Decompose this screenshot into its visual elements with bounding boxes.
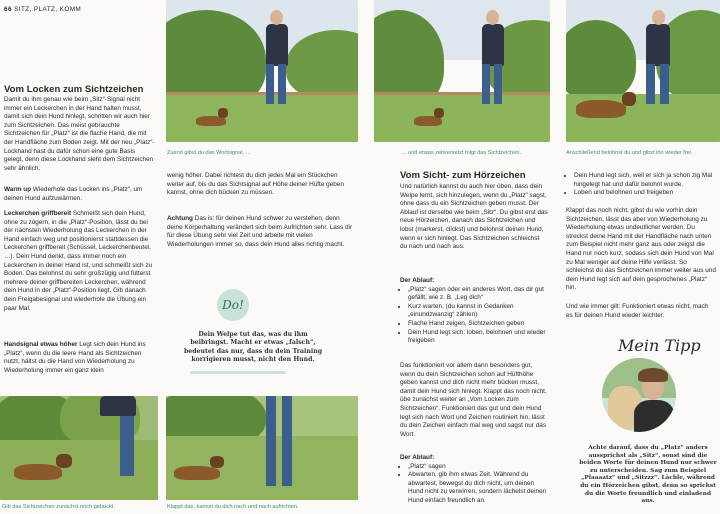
chapter-title: SITZ, PLATZ, KOMM: [14, 6, 82, 13]
ablauf-1: [400, 277, 548, 346]
list-item: • Abwarten, gib ihm etwas Zeit. Während du abwartest, bewegst du dich nicht, um deinen Hund nicht zu verwirren, sondern lächelst deinen Hund einfach freundlich an.: [408, 471, 548, 505]
tipp-portrait: [602, 358, 676, 432]
photo-bottom-2: [166, 396, 358, 500]
caption-top-3: … und etwas zeitversetzt folgt das Sichtzeichen.: [401, 150, 522, 156]
ablauf-1-list: [400, 286, 548, 346]
list-item: • Dein Hund legt sich, weil er sich ja schon zig Mal hingelegt hat und dafür belohnt wurde.: [574, 172, 720, 189]
ablauf-2: [400, 454, 548, 506]
ablauf-2-label: Der Ablauf:: [400, 454, 435, 461]
list-item: • Loben und belohnen und freigeben: [574, 189, 720, 198]
tipp-title: Mein Tipp: [618, 336, 701, 355]
col1-intro: Damit du ihm genau wie beim „Sitz“-Signal nicht immer ein Leckerchen in der Hand halten musst, damit sich dein Hund hinlegt, schritten wir auch hier zum Sichtzeichen. Das meist gebrauchte Sichtzeichen für „Platz“ ist die flache Hand, die mit der Handfläche zum Boden zeigt. Mit der neu „Platz“-Lockhand hast du dafür schon eine gute Basis gelegt, denn diese Lockhand sieht dem Sichtzeichen sehr ähnlich.: [4, 96, 155, 172]
warmup-text: Wiederhole das Locken ins „Platz“, um deinen Hund aufzuwärmen.: [4, 186, 143, 202]
hand-text: Legt sich dein Hund ins „Platz“, wenn du die leere Hand als Sichtzeichen nutzt, hältst du die Hand von Wiederholung zu Wiederholung immer ein ganz klein: [4, 341, 146, 374]
col3-mid: Das funktioniert vor allem dann besonders gut, wenn du dein Sichtzeichen schon auf Hüfthöhe geben kannst und dich nicht mehr bücken musst, damit dein Hund sich hinlegt. Klappt das noch nicht, übe zunächst weiter an „Vom Locken zum Sichtzeichen“. Funktioniert das gut und dein Hund legt sich nach Wort und Zeichen routiniert hin, lässt du dein Zeichen einfach mal weg und sagst nur das Wort.: [400, 362, 547, 438]
ablauf-2-list: [400, 463, 548, 506]
col2-achtung: [167, 215, 355, 249]
list-item: • Dein Hund legt sich: loben, belohnen und wieder freigeben: [408, 329, 548, 346]
achtung-label: Achtung: [167, 215, 193, 222]
list-item: • Flache Hand zeigen, Sichtzeichen geben: [408, 320, 548, 329]
tipp-text: Achte darauf, dass du „Platz“ anders aussprichst als „Sitz“, sonst sind die beiden Worte für deinen Hund nur schwer zu unterscheiden. Sag zum Beispiel „Plaaaatz“ und „Sitzzz“. Lächle, während du ein Hörzeichen gibst, denn so sprichst du die Worte freundlich und einladend aus.: [579, 445, 717, 505]
do-badge: Do!: [217, 289, 249, 321]
heading-locken: Vom Locken zum Sichtzeichen: [4, 84, 144, 95]
lecker-label: Leckerchen griffbereit: [4, 210, 72, 217]
heading-hoerzeichen: Vom Sicht- zum Hörzeichen: [400, 170, 526, 181]
col4-bullets: [566, 172, 720, 198]
page-number: 66: [4, 6, 12, 13]
do-note: Dein Welpe tut das, was du ihm beibringst. Macht er etwas „falsch“, bedeutet das nur, dass du dein Training korrigieren musst, nicht den Hund.: [183, 331, 323, 364]
achtung-text: Das is: für deinen Hund schwer zu verstehen, denn deine Körperhaltung verändert sich beim Aufrichten sehr. Lass dir für diese Übung sehr viel Zeit und arbeite mit vielen Wiederholungen immer so, dass dein Hund alles richtig macht.: [167, 215, 353, 248]
page-header: [4, 6, 81, 13]
col1-hand: [4, 341, 156, 375]
col1-lecker: [4, 210, 156, 313]
hand-label: Handsignal etwas höher: [4, 341, 78, 348]
lecker-text: Schmeißt sich dein Hund, ohne zu zögern, in die „Platz“-Position, lässt du bei der nächsten Wiederholung das Leckerchen in der Hand einfach weg und positionierst stattdessen die Leckerchen griffbereit (Schüssel, Leckerchenbeutel, …). Dein Hund denkt, dass immer noch ein Leckerchen in deiner Hand ist, und schmeißt sich zu Boden. Das belohnst du sehr großzügig und fütterst mehrere deiner griffbereiten Leckerchen, während dein Hund in der „Platz“-Position liegt. Gib danach dein Freigabesignal und wiederhole die Übung ein paar Mal.: [4, 210, 153, 312]
list-item: • Kurz warten, (du kannst in Gedanken „einundzwanzig“ zählen): [408, 303, 548, 320]
col4-text2: Und wie immer gilt: Funktioniert etwas nicht, mach es für deinen Hund wieder leichter.: [566, 303, 709, 319]
photo-top-2: [166, 0, 358, 142]
col4-text: Klappt das noch nicht, gibst du wie vorhin dein Sichtzeichen, lässt das aber von Wiederholung zu Wiederholung etwas undeutlicher werden. Du streckst deine Hand mit der Handfläche nach unten zum Beispiel nicht mehr ganz aus oder zeigst die Hand nur noch kurz, sodass sich dein Hund von Mal zu Mal weniger auf deine Hilfe verlässt. So schleichst du das Sichtzeichen immer weiter aus und dein Hund legt sich auf dein gesprochenes „Platz“ hin.: [566, 207, 716, 292]
ablauf-1-label: Der Ablauf:: [400, 277, 435, 284]
caption-top-4: Anschließend belohnst du und gibst ihn wieder frei.: [566, 150, 693, 156]
col2-cont: wenig höher. Dabei richtest du dich jedes Mal ein Stückchen weiter auf, bis du das Sichtsignal auf Höhe deiner Hüfte geben kannst, ohne dich bücken zu müssen.: [167, 172, 344, 197]
caption-bottom-left: Gib das Sichtzeichen zunächst noch gebückt.: [2, 504, 115, 510]
col3-intro: Und natürlich kannst du auch hier üben, dass dein Welpe lernt, sich hinzulegen, wenn du „Platz“ sagst, ohne dass du ein Sichtzeichen geben musst. Der Ablauf ist derselbe wie beim „Sitz“. Du gibst erst das neue Hörzeichen, danach das Sichtzeichen und lobst (markerst, clickst) und belohnst deinen Hund, wenn er sich hinlegt. Das Sichtzeichen schleichst du nach und nach aus.: [400, 183, 548, 251]
photo-bottom-left: [0, 396, 158, 500]
photo-top-4: [566, 0, 720, 142]
col1-warmup: [4, 186, 156, 203]
list-item: • „Platz“ sagen oder ein anderes Wort, das dir gut gefällt, wie z. B. „Leg dich“: [408, 286, 548, 303]
caption-top-2: Zuerst gibst du das Wortsignal, …: [167, 150, 252, 156]
list-item: • „Platz“ sagen: [408, 463, 548, 472]
photo-top-3: [374, 0, 550, 142]
caption-bottom-2: Klappt das, kannst du dich nach und nach aufrichten.: [167, 504, 299, 510]
warmup-label: Warm up: [4, 186, 32, 193]
note-underline: [190, 371, 286, 374]
